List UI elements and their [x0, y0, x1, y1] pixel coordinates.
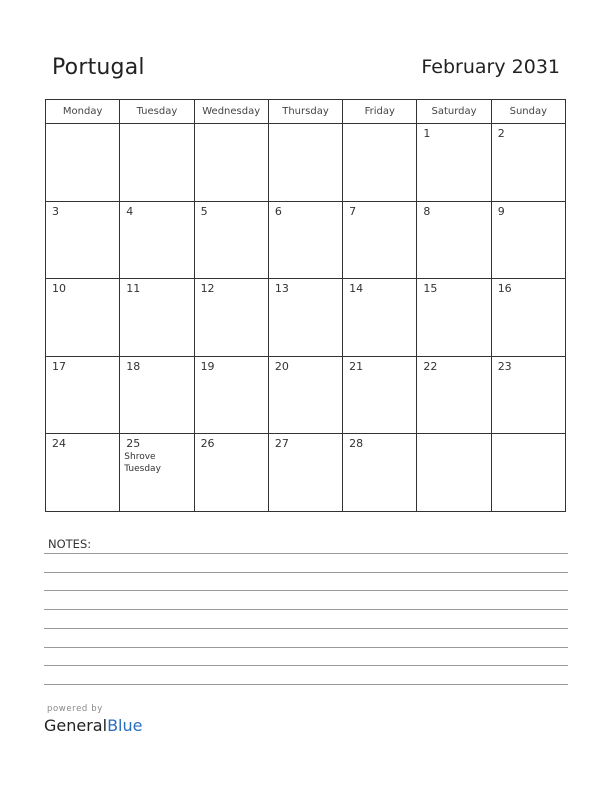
note-line	[44, 590, 568, 591]
day-number: 20	[274, 359, 289, 373]
day-number: 24	[52, 437, 66, 451]
day-cell[interactable]	[268, 434, 342, 512]
day-number	[120, 124, 193, 127]
note-line	[44, 684, 568, 685]
day-cell[interactable]	[120, 279, 194, 357]
weekday-header: Friday	[343, 100, 417, 124]
day-number: 9	[497, 204, 505, 218]
weekday-header: Monday	[46, 100, 120, 124]
week-row	[46, 356, 566, 434]
day-cell[interactable]	[491, 279, 565, 357]
logo-text-blue: Blue	[107, 716, 143, 735]
weekday-header: Sunday	[491, 100, 565, 124]
notes-label: NOTES:	[48, 537, 92, 551]
day-cell[interactable]	[46, 201, 120, 279]
day-number: 10	[52, 282, 66, 296]
day-cell[interactable]	[491, 356, 565, 434]
day-number	[492, 434, 565, 437]
week-row	[46, 279, 566, 357]
day-number: 25	[126, 437, 141, 451]
day-number	[195, 124, 268, 127]
day-number: 19	[200, 359, 215, 373]
day-cell[interactable]	[343, 434, 417, 512]
week-row	[46, 124, 566, 202]
weekday-header: Thursday	[268, 100, 342, 124]
day-cell[interactable]	[194, 279, 268, 357]
note-line	[44, 665, 568, 666]
day-cell[interactable]	[268, 124, 342, 202]
day-number	[343, 124, 416, 127]
day-number: 5	[200, 204, 208, 218]
day-cell[interactable]	[343, 279, 417, 357]
day-number: 8	[423, 204, 431, 218]
powered-by-label: powered by	[47, 704, 103, 714]
calendar-grid	[45, 99, 566, 512]
week-row	[46, 201, 566, 279]
day-number	[46, 124, 119, 127]
day-cell[interactable]	[120, 434, 194, 512]
weekday-header: Wednesday	[194, 100, 268, 124]
day-number: 2	[497, 127, 505, 140]
day-number: 6	[274, 204, 282, 218]
day-cell[interactable]	[194, 356, 268, 434]
note-line	[44, 628, 568, 629]
day-number: 1	[423, 127, 431, 140]
country-title: Portugal	[52, 55, 145, 80]
day-number: 18	[126, 359, 141, 373]
day-cell[interactable]	[417, 201, 491, 279]
day-cell[interactable]	[194, 124, 268, 202]
day-cell[interactable]	[268, 356, 342, 434]
day-number: 3	[52, 204, 59, 218]
month-year-title: February 2031	[421, 56, 560, 78]
weekday-header-row	[46, 100, 566, 124]
day-cell[interactable]	[46, 434, 120, 512]
day-cell[interactable]	[46, 279, 120, 357]
day-number: 26	[200, 437, 215, 451]
day-number: 7	[349, 204, 357, 218]
day-number: 15	[423, 282, 438, 296]
note-line	[44, 647, 568, 648]
day-cell[interactable]	[120, 201, 194, 279]
day-cell[interactable]	[120, 356, 194, 434]
day-number: 22	[423, 359, 438, 373]
day-cell[interactable]	[343, 356, 417, 434]
day-number: 17	[52, 359, 66, 373]
day-cell[interactable]	[46, 124, 120, 202]
day-cell[interactable]	[343, 201, 417, 279]
weekday-header: Tuesday	[120, 100, 194, 124]
day-number: 16	[497, 282, 512, 296]
day-cell[interactable]	[417, 356, 491, 434]
weekday-header: Saturday	[417, 100, 491, 124]
day-number: 13	[274, 282, 289, 296]
day-cell[interactable]	[417, 124, 491, 202]
day-cell[interactable]	[491, 201, 565, 279]
week-row	[46, 434, 566, 512]
note-line	[44, 609, 568, 610]
day-cell[interactable]	[491, 434, 565, 512]
day-number	[269, 124, 342, 127]
note-line	[44, 553, 568, 554]
logo-text-general: General	[44, 716, 108, 735]
day-cell[interactable]	[46, 356, 120, 434]
day-cell[interactable]	[417, 434, 491, 512]
day-number: 23	[497, 359, 512, 373]
generalblue-logo[interactable]	[44, 716, 142, 735]
day-cell[interactable]	[417, 279, 491, 357]
day-cell[interactable]	[343, 124, 417, 202]
day-number: 21	[349, 359, 364, 373]
day-cell[interactable]	[268, 201, 342, 279]
note-line	[44, 572, 568, 573]
day-number	[417, 434, 490, 437]
day-number: 28	[349, 437, 364, 451]
day-cell[interactable]	[491, 124, 565, 202]
day-number: 14	[349, 282, 364, 296]
day-number: 11	[126, 282, 141, 296]
holiday-label: Shrove Tuesday	[124, 452, 161, 475]
day-cell[interactable]	[268, 279, 342, 357]
day-number: 27	[274, 437, 289, 451]
day-number: 4	[126, 204, 134, 218]
day-cell[interactable]	[194, 434, 268, 512]
day-cell[interactable]	[120, 124, 194, 202]
day-cell[interactable]	[194, 201, 268, 279]
day-number: 12	[200, 282, 215, 296]
